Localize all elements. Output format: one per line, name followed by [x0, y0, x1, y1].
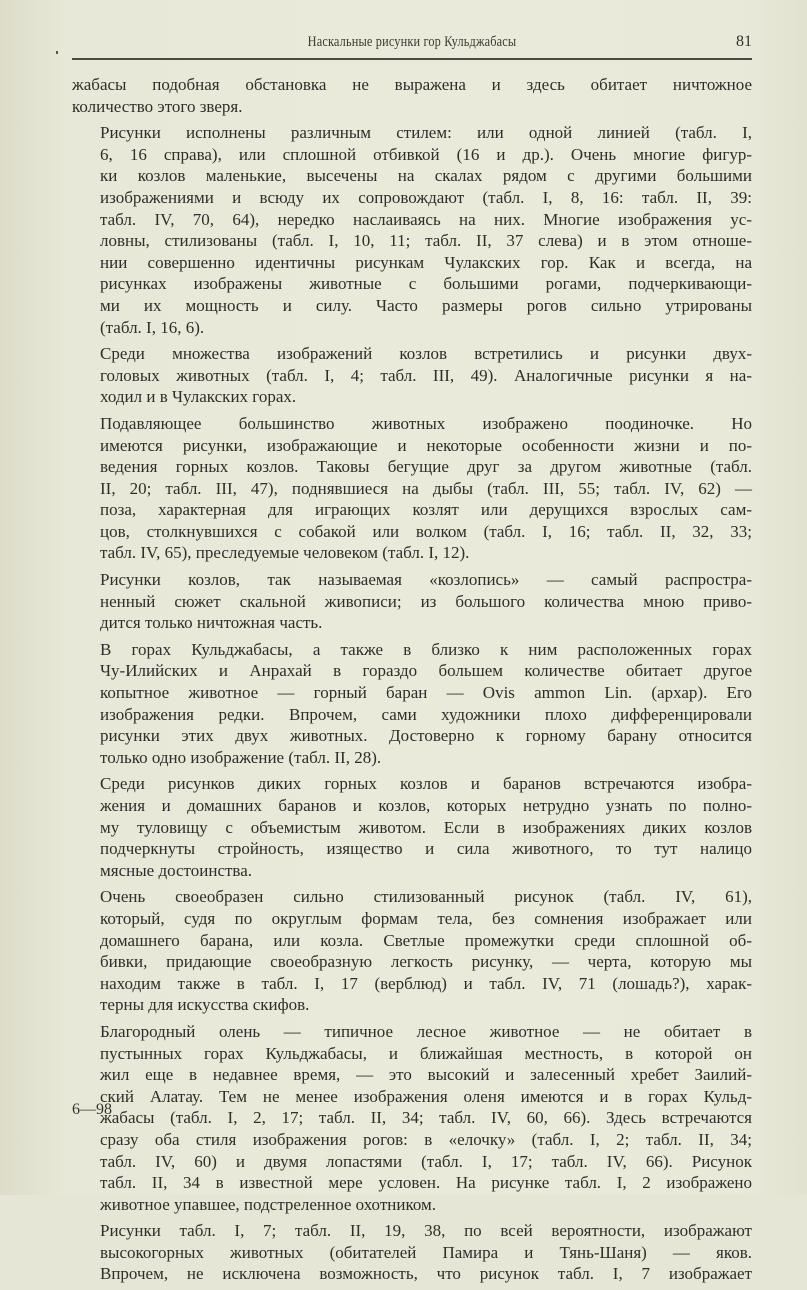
text-line: Среди рисунков диких горных козлов и баранов встречаются изобра- — [100, 774, 752, 794]
text-line: находим также в табл. I, 17 (верблюд) и табл. IV, 71 (лошадь?), харак- — [100, 973, 752, 993]
text-line: Благородный олень — типичное лесное животное — не обитает в — [100, 1021, 752, 1041]
text-line: жабасы подобная обстановка не выражена и здесь обитает ничтожное — [72, 75, 752, 94]
text-line: бивки, придающие своеобразную легкость рисунку, — черта, которую мы — [100, 952, 752, 972]
text-line: 6, 16 справа), или сплошной отбивкой (16 и др.). Очень многие фигур- — [100, 144, 752, 164]
paragraph — [72, 413, 752, 564]
text-line: (табл. I, 16, 6). — [100, 317, 205, 337]
text-line: табл. IV, 60) и двумя лопастями (табл. I, 17; табл. IV, 66). Рисунок — [100, 1151, 752, 1171]
text-line: ский Алатау. Тем не менее изображения оленя имеются и в горах Кульд- — [100, 1086, 752, 1106]
text-line: II, 20; табл. III, 47), поднявшиеся на дыбы (табл. III, 55; табл. IV, 62) — — [100, 478, 752, 498]
text-line: рисунках изображены животные с большими рогами, подчеркивающи- — [100, 274, 752, 294]
text-line: Среди множества изображений козлов встретились и рисунки двух- — [100, 344, 752, 364]
text-line: Рисунки козлов, так называемая «козлопись» — самый распростра- — [100, 570, 752, 590]
paragraph — [72, 343, 752, 408]
text-line: Рисунки табл. I, 7; табл. II, 19, 38, по всей вероятности, изображают — [100, 1221, 752, 1241]
text-line: количество этого зверя. — [72, 96, 243, 116]
text-line: табл. IV, 65), преследуемые человеком (табл. I, 12). — [100, 543, 470, 563]
text-line: Впрочем, не исключена возможность, что рисунок табл. I, 7 изображает — [100, 1264, 752, 1284]
text-line: цов, столкнувшихся с собакой или волком (табл. I, 16; табл. II, 32, 33; — [100, 521, 752, 541]
paragraph — [72, 569, 752, 634]
text-line: головых животных (табл. I, 4; табл. III, 49). Аналогичные рисунки я на- — [100, 365, 752, 385]
text-line: высокогорных животных (обитателей Памира и Тянь-Шаня) — яков. — [100, 1242, 752, 1262]
text-line: животное упавшее, подстреленное охотником. — [100, 1194, 437, 1214]
text-line: ходил и в Чулакских горах. — [100, 387, 297, 407]
text-line: ловны, стилизованы (табл. I, 10, 11; табл. II, 37 слева) и в этом отноше- — [100, 231, 752, 251]
paragraph — [72, 639, 752, 769]
text-line: ненный сюжет скальной живописи; из большого количества мною приво- — [100, 591, 752, 611]
text-line: табл. IV, 70, 64), нередко наслаиваясь на них. Многие изображения ус- — [100, 209, 752, 229]
text-line: ки козлов маленькие, высечены на скалах рядом с другими большими — [100, 166, 752, 186]
text-line: рисунки этих двух животных. Достоверно к горному барану относится — [100, 726, 752, 746]
running-title: Наскальные рисунки гор Кульджабасы — [307, 34, 517, 50]
text-line: сразу оба стиля изображения рогов: в «елочку» (табл. I, 2; табл. II, 34; — [100, 1129, 752, 1149]
text-line: жения и домашних баранов и козлов, которых нетрудно узнать по полно- — [100, 796, 752, 815]
print-speck — [56, 51, 58, 54]
text-line: В горах Кульджабасы, а также в близко к ним расположенных горах — [100, 639, 752, 659]
header-rule — [72, 58, 752, 60]
text-line: ведения горных козлов. Таковы бегущие друг за другом животные (табл. — [100, 457, 752, 477]
text-line: жабасы (табл. I, 2, 17; табл. II, 34; табл. IV, 60, 66). Здесь встречаются — [100, 1108, 752, 1128]
text-line: имеются рисунки, изображающие и некоторые особенности жизни и по- — [100, 435, 752, 455]
paragraph — [72, 1021, 752, 1215]
paragraph — [72, 773, 752, 881]
text-line: терны для искусства скифов. — [100, 995, 310, 1015]
text-line: изображениями и всюду их сопровождают (табл. I, 8, 16: табл. II, 39: — [100, 187, 752, 207]
text-line: изображения редки. Впрочем, сами художники плохо дифференцировали — [100, 704, 752, 724]
paragraph — [72, 74, 752, 117]
text-line: нии совершенно идентичны рисункам Чулакских гор. Как и всегда, на — [100, 252, 752, 272]
paragraph — [72, 886, 752, 1016]
text-line: жил еще в недавнее время, — это высокий и залесенный хребет Заилий- — [100, 1065, 752, 1085]
text-line: копытное животное — горный баран — Ovis ammon Lin. (архар). Его — [100, 683, 752, 703]
text-line: му туловищу с объемистым животом. Если в изображениях диких козлов — [100, 817, 752, 837]
paragraph — [72, 122, 752, 338]
text-line: Рисунки исполнены различным стилем: или одной линией (табл. I, — [100, 123, 752, 143]
page-header — [72, 30, 752, 56]
page-number: 81 — [736, 33, 752, 50]
text-line: дится только ничтожная часть. — [100, 613, 323, 633]
text-line: Очень своеобразен сильно стилизованный рисунок (табл. IV, 61), — [100, 887, 752, 907]
text-line: Чу-Илийских и Анрахай в гораздо большем количестве обитает другое — [100, 661, 752, 681]
text-line: пустынных горах Кульджабасы, и ближайшая местность, в которой он — [100, 1043, 752, 1063]
text-line: мясные достоинства. — [100, 860, 253, 880]
text-line: который, судя по округлым формам тела, без сомнения изображает или — [100, 908, 752, 928]
text-line: только одно изображение (табл. II, 28). — [100, 747, 382, 767]
text-line: ми их мощность и силу. Часто размеры рогов сильно утрированы — [100, 295, 752, 315]
text-line: поза, характерная для играющих козлят или дерущихся взрослых сам- — [100, 500, 752, 520]
printer-signature: 6—98 — [72, 1101, 112, 1118]
text-line: домашнего барана, или козла. Светлые промежутки среди сплошной об- — [100, 930, 752, 950]
text-line: подчеркнуты стройность, изящество и сила животного, то тут налицо — [100, 839, 752, 859]
text-line: табл. II, 34 в известной мере условен. На рисунке табл. I, 2 изображено — [100, 1173, 752, 1193]
paragraph — [72, 1220, 752, 1285]
text-line: Подавляющее большинство животных изображено поодиночке. Но — [100, 413, 752, 433]
body-text — [72, 74, 752, 1290]
